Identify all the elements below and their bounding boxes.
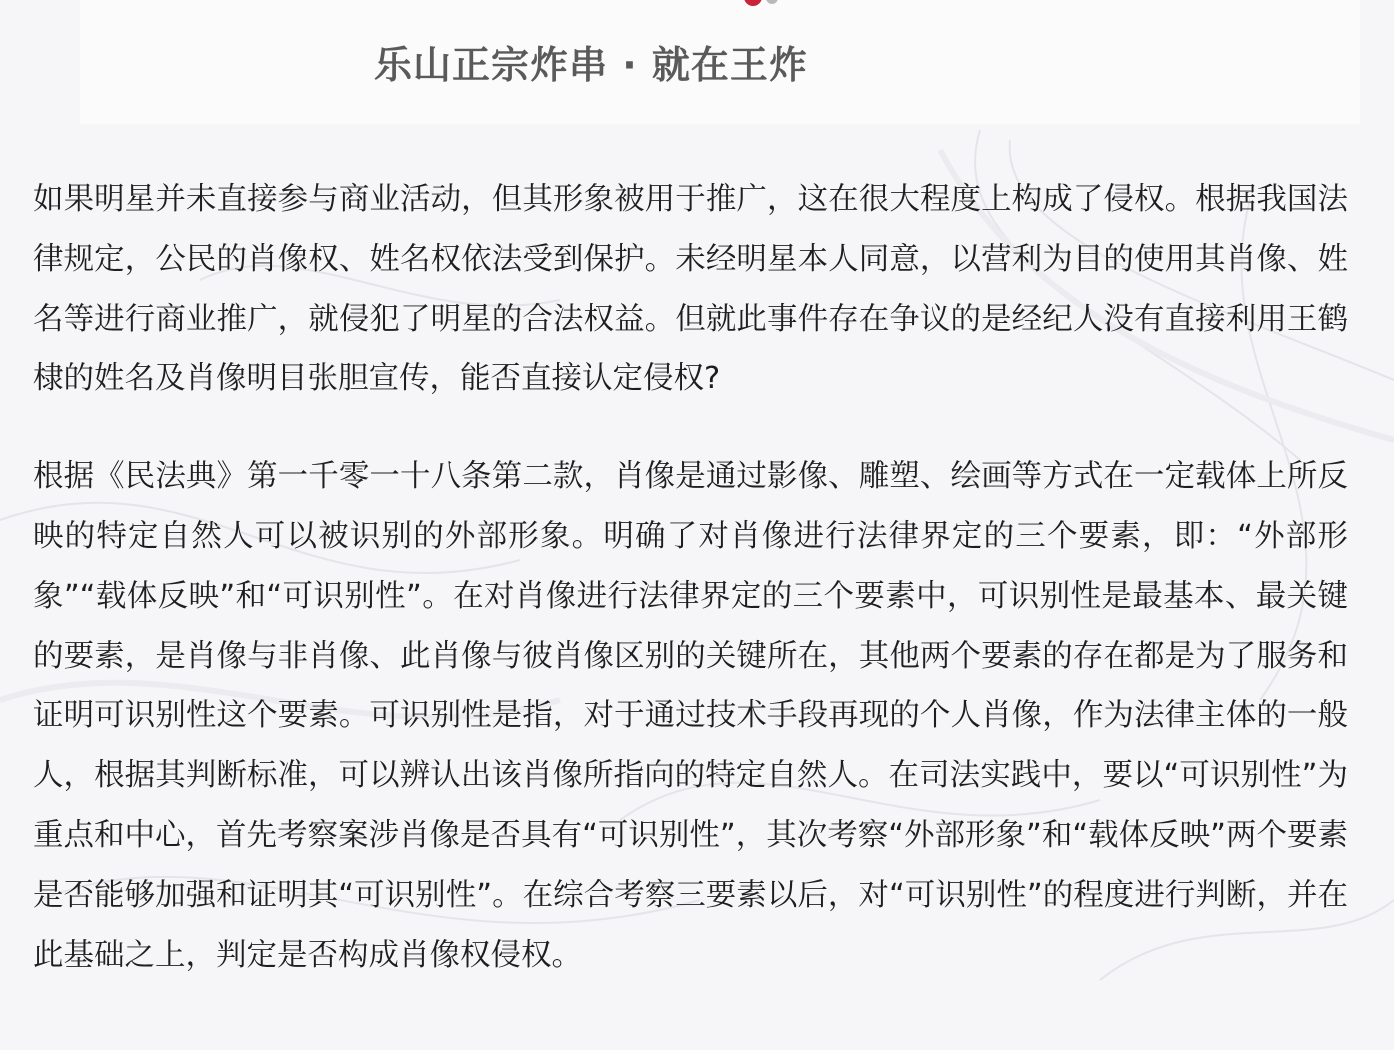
banner-logo-fragment [744,0,762,6]
banner-slogan: 乐山正宗炸串 · 就在王炸 [374,43,808,87]
banner-image [80,0,1360,124]
article-paragraph: 如果明星并未直接参与商业活动，但其形象被用于推广，这在很大程度上构成了侵权。根据我国法律规定，公民的肖像权、姓名权依法受到保护。未经明星本人同意，以营利为目的使用其肖像、姓名等进行商业推广，就侵犯了明星的合法权益。但就此事件存在争议的是经纪人没有直接利用王鹤棣的姓名及肖像明目张胆宣传，能否直接认定侵权? [33,182,1348,397]
article-paragraph: 根据《民法典》第一千零一十八条第二款，肖像是通过影像、雕塑、绘画等方式在一定载体上所反映的特定自然人可以被识别的外部形象。明确了对肖像进行法律界定的三个要素，即：“外部形象”“载体反映”和“可识别性”。在对肖像进行法律界定的三个要素中，可识别性是最基本、最关键的要素，是肖像与非肖像、此肖像与彼肖像区别的关键所在，其他两个要素的存在都是为了服务和证明可识别性这个要素。可识别性是指，对于通过技术手段再现的个人肖像，作为法律主体的一般人，根据其判断标准，可以辨认出该肖像所指向的特定自然人。在司法实践中，要以“可识别性”为重点和中心，首先考察案涉肖像是否具有“可识别性”，其次考察“外部形象”和“载体反映”两个要素是否能够加强和证明其“可识别性”。在综合考察三要素以后，对“可识别性”的程度进行判断，并在此基础之上，判定是否构成肖像权侵权。 [33,459,1348,973]
article-body [33,170,1348,985]
banner-logo-fragment-secondary [766,0,778,4]
